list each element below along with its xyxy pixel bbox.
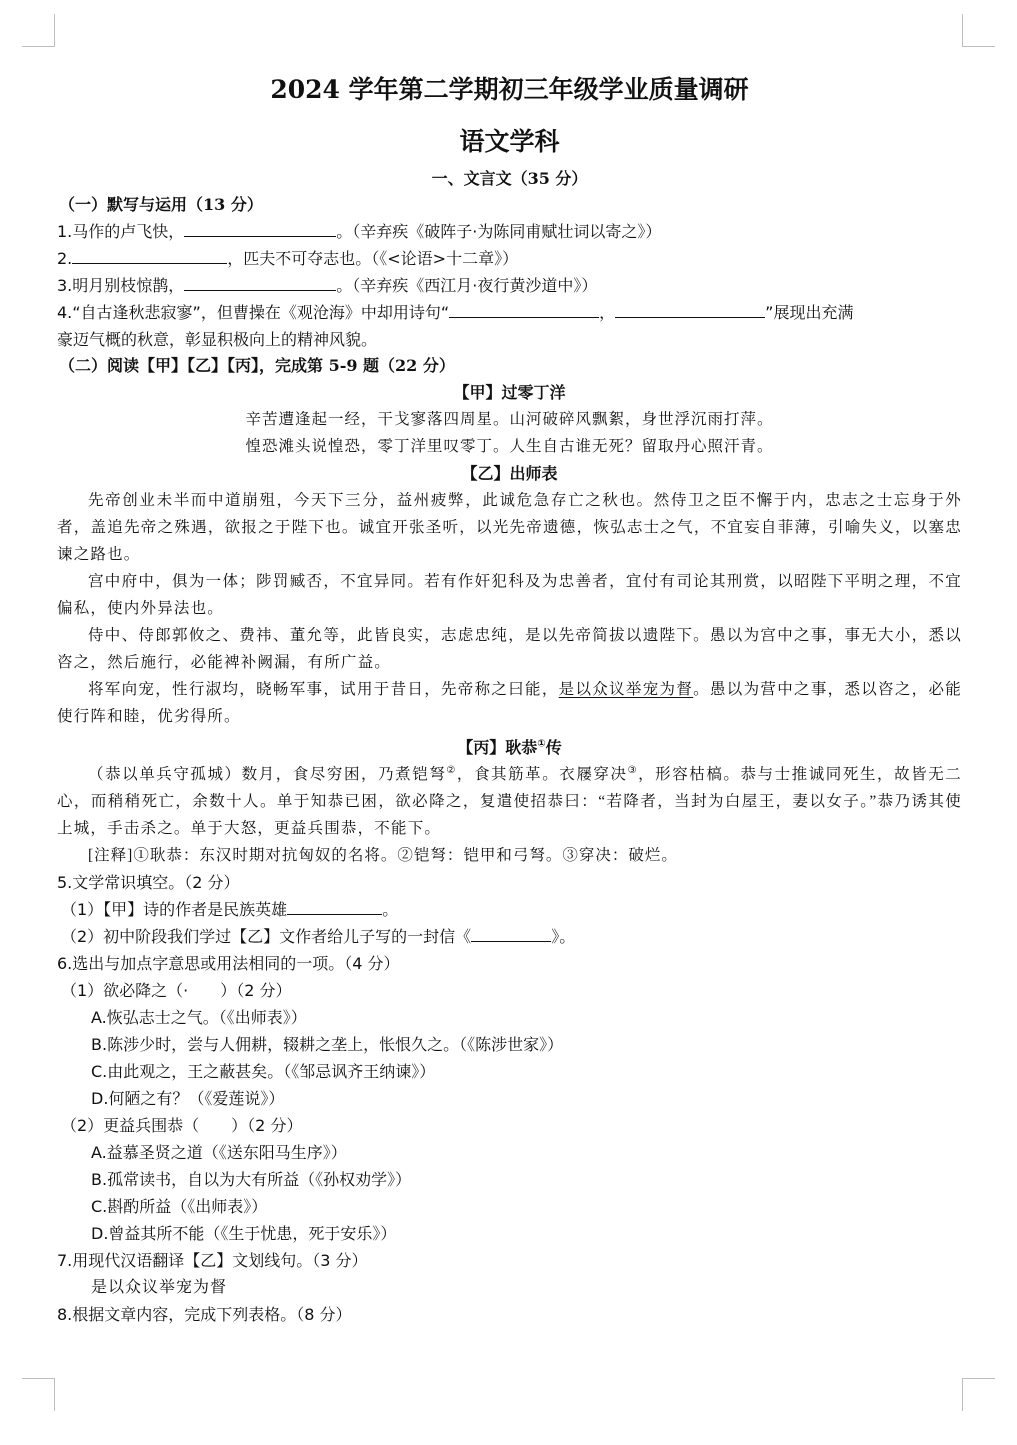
crop-mark-bottom-right	[962, 1378, 995, 1411]
question-6: 6.选出与加点字意思或用法相同的一项。（4 分）	[57, 954, 400, 973]
q2-answer-blank[interactable]	[72, 245, 227, 264]
bing-text-c: ，形容枯槁。恭与士推诚同死生，故皆无二心，而稍稍死亡，余数十人。单于知恭已困，欲必降之，复遣使招恭曰：“若降者，当封为白屋王，妻以女子。”恭乃诱其使上城，手击杀之。单于大怒，更益兵围恭，不能下。	[57, 766, 962, 837]
passage-bing-title	[57, 734, 962, 761]
q4-text-mid: ，	[599, 303, 616, 322]
poem-line-2: 惶恐滩头说惶恐，零丁洋里叹零丁。人生自古谁无死？留取丹心照汗青。	[245, 438, 774, 455]
crop-mark-top-left	[22, 14, 55, 47]
exam-title: 2024 学年第二学期初三年级学业质量调研	[270, 75, 749, 104]
bing-text-b: ，食其筋革。衣屦穿决	[456, 766, 628, 783]
footnote-marker-3: ③	[627, 764, 639, 776]
q1-text-before: 1.马作的卢飞快，	[57, 222, 185, 241]
q4-text-after: ”展现出充满	[765, 303, 854, 322]
q2-text-after: ，匹夫不可夺志也。（《<论语>十二章》）	[227, 249, 519, 268]
question-5-1	[57, 896, 962, 923]
bing-title-suffix: 传	[545, 738, 562, 757]
poem-line-1: 辛苦遭逢起一经，干戈寥落四周星。山河破碎风飘絮，身世浮沉雨打萍。	[245, 411, 774, 428]
q5-2-text-after: 》。	[551, 927, 576, 946]
passage-yi-paragraph-3: 侍中、侍郎郭攸之、费祎、董允等，此皆良实，志虑忠纯，是以先帝简拔以遗陛下。愚以为宫中之事，事无大小，悉以咨之，然后施行，必能裨补阙漏，有所广益。	[57, 627, 962, 671]
exam-page	[57, 70, 962, 1328]
part2-heading: （二）阅读【甲】【乙】【丙】，完成第 5-9 题（22 分）	[59, 356, 455, 375]
q5-1-answer-blank[interactable]	[287, 896, 382, 915]
question-7: 7.用现代汉语翻译【乙】文划线句。（3 分）	[57, 1251, 368, 1270]
p4-text-after: 。愚以为营中之事，悉以咨之，必能使行阵和睦，优劣得所。	[57, 681, 962, 725]
q6-1-option-d[interactable]: D.何陋之有？（《爱莲说》）	[91, 1089, 285, 1108]
question-5: 5.文学常识填空。（2 分）	[57, 873, 240, 892]
section-heading: 一、文言文（35 分）	[431, 169, 588, 188]
annotation-note: [注释]①耿恭：东汉时期对抗匈奴的名将。②铠弩：铠甲和弓弩。③穿决：破烂。	[88, 847, 678, 864]
p4-text-before: 将军向宠，性行淑均，晓畅军事，试用于昔日，先帝称之曰能，	[88, 681, 559, 698]
crop-mark-top-right	[962, 14, 995, 47]
question-8: 8.根据文章内容，完成下列表格。（8 分）	[57, 1305, 352, 1324]
question-2	[57, 245, 962, 272]
question-3	[57, 272, 962, 299]
crop-mark-bottom-left	[22, 1378, 55, 1411]
q6-1-option-a[interactable]: A.恢弘志士之气。（《出师表》）	[91, 1008, 307, 1027]
q6-2-option-c[interactable]: C.斟酌所益（《出师表》）	[91, 1197, 268, 1216]
footnote-marker-1: ①	[537, 738, 546, 750]
question-4	[57, 299, 962, 326]
passage-bing-paragraph	[57, 761, 962, 842]
q6-2-option-d[interactable]: D.曾益其所不能（《生于忧患，死于安乐》）	[91, 1224, 397, 1243]
q1-answer-blank[interactable]	[184, 218, 336, 237]
exam-subject: 语文学科	[459, 127, 560, 156]
passage-yi-paragraph-2: 宫中府中，俱为一体；陟罚臧否，不宜异同。若有作奸犯科及为忠善者，宜付有司论其刑赏，以昭陛下平明之理，不宜偏私，使内外异法也。	[57, 573, 962, 617]
question-7-sentence: 是以众议举宠为督	[91, 1279, 228, 1296]
q5-2-answer-blank[interactable]	[471, 923, 551, 942]
bing-title-text: 【丙】耿恭	[457, 738, 538, 757]
question-1	[57, 218, 962, 245]
passage-yi-paragraph-4	[57, 676, 962, 730]
question-4-line2: 豪迈气概的秋意，彰显积极向上的精神风貌。	[57, 330, 378, 349]
passage-jia-title: 【甲】过零丁洋	[453, 383, 566, 402]
q4-answer-blank-2[interactable]	[615, 299, 765, 318]
q3-text-before: 3.明月别枝惊鹊，	[57, 276, 185, 295]
q6-1-option-c[interactable]: C.由此观之，王之蔽甚矣。（《邹忌讽齐王纳谏》）	[91, 1062, 436, 1081]
footnote-marker-2: ②	[446, 764, 457, 776]
bing-text-a: （恭以单兵守孤城）数月，食尽穷困，乃煮铠弩	[88, 766, 447, 783]
q6-2-option-a[interactable]: A.益慕圣贤之道（《送东阳马生序》）	[91, 1143, 347, 1162]
passage-yi-paragraph-1: 先帝创业未半而中道崩殂，今天下三分，益州疲弊，此诚危急存亡之秋也。然侍卫之臣不懈于内，忠志之士忘身于外者，盖追先帝之殊遇，欲报之于陛下也。诚宜开张圣听，以光先帝遗德，恢弘志士之气，不宜妄自菲薄，引喻失义，以塞忠谏之路也。	[57, 492, 962, 563]
q6-2-option-b[interactable]: B.孤常读书，自以为大有所益（《孙权劝学》）	[91, 1170, 412, 1189]
q5-1-text: （1）【甲】诗的作者是民族英雄	[61, 900, 288, 919]
question-5-2	[57, 923, 962, 950]
q4-answer-blank-1[interactable]	[449, 299, 599, 318]
passage-yi-title: 【乙】出师表	[461, 464, 558, 483]
underlined-sentence: 是以众议举宠为督	[558, 681, 694, 698]
q1-text-after: 。（辛弃疾《破阵子·为陈同甫赋壮词以寄之》）	[336, 222, 662, 241]
q3-text-after: 。（辛弃疾《西江月·夜行黄沙道中》）	[336, 276, 598, 295]
question-6-1: （1）欲必降之（· ）（2 分）	[61, 981, 292, 1000]
part1-heading: （一）默写与运用（13 分）	[59, 195, 263, 214]
q5-2-text: （2）初中阶段我们学过【乙】文作者给儿子写的一封信《	[61, 927, 472, 946]
q4-text-before: 4.“自古逢秋悲寂寥”，但曹操在《观沧海》中却用诗句“	[57, 303, 450, 322]
q2-text-before: 2.	[57, 249, 73, 268]
q5-1-text-after: 。	[382, 900, 399, 919]
q6-1-option-b[interactable]: B.陈涉少时，尝与人佣耕，辍耕之垄上，怅恨久之。（《陈涉世家》）	[91, 1035, 564, 1054]
q3-answer-blank[interactable]	[184, 272, 336, 291]
question-6-2: （2）更益兵围恭（ ）（2 分）	[61, 1116, 303, 1135]
